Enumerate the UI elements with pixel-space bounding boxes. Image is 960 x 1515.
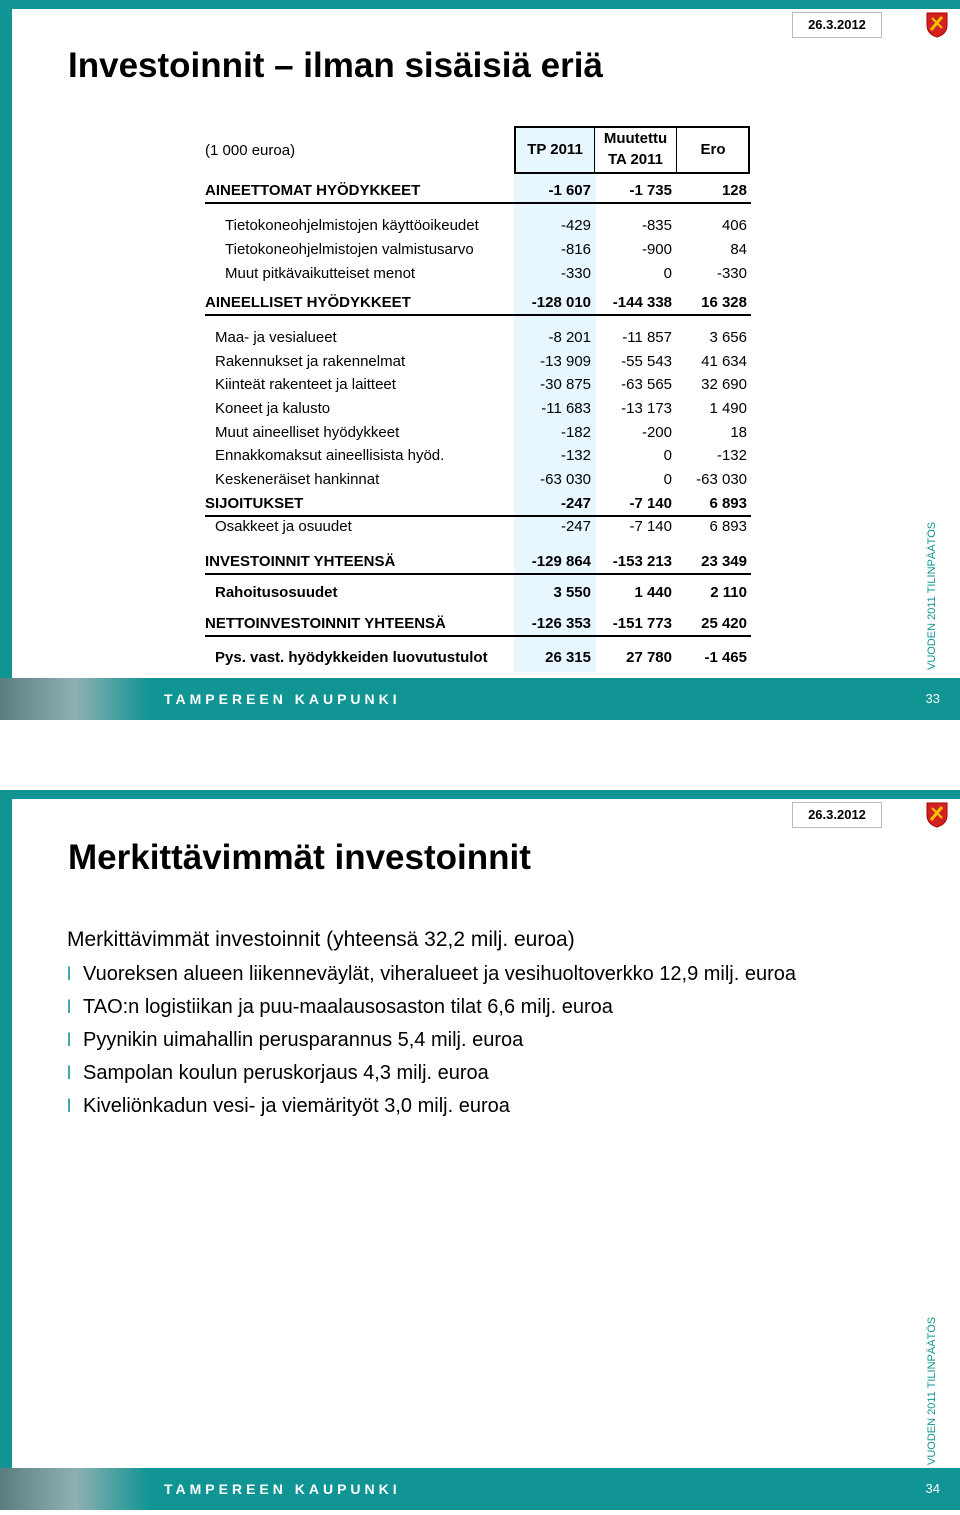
table-row (205, 422, 751, 444)
cell-ero: 16 328 (701, 294, 747, 311)
cell-ta2011: -63 565 (621, 376, 672, 393)
cell-ta2011: 0 (663, 471, 672, 488)
list-item (67, 995, 796, 1028)
unit-label: (1 000 euroa) (205, 142, 296, 159)
left-accent-bar (0, 0, 12, 720)
footer-photo (0, 1468, 150, 1510)
cell-ero: -1 465 (704, 649, 747, 666)
table-row (205, 469, 751, 491)
page-number: 34 (925, 1481, 940, 1496)
table-row (205, 398, 751, 420)
table-row (205, 327, 751, 349)
list-item-text: TAO:n logistiikan ja puu-maalausosaston tilat 6,6 milj. euroa (83, 996, 613, 1018)
cell-tp2011: -330 (560, 265, 591, 282)
cell-ero: 84 (730, 241, 747, 258)
cell-ta2011: -7 140 (629, 495, 672, 512)
cell-tp2011: -132 (560, 447, 591, 464)
cell-ero: 2 110 (710, 584, 747, 601)
cell-ero: -63 030 (696, 471, 747, 488)
cell-ero: 3 656 (709, 329, 747, 346)
row-label: Rahoitusosuudet (215, 584, 338, 601)
cell-ero: 6 893 (709, 495, 747, 512)
row-label: INVESTOINNIT YHTEENSÄ (205, 553, 396, 570)
row-label: Kiinteät rakenteet ja laitteet (215, 376, 396, 393)
cell-tp2011: -429 (560, 217, 591, 234)
list-item-text: Sampolan koulun peruskorjaus 4,3 milj. euroa (83, 1062, 489, 1084)
row-label: NETTOINVESTOINNIT YHTEENSÄ (205, 615, 446, 632)
cell-tp2011: 3 550 (553, 584, 591, 601)
cell-tp2011: -11 683 (541, 400, 591, 417)
row-label: Koneet ja kalusto (215, 400, 331, 417)
cell-tp2011: -126 353 (531, 615, 591, 632)
cell-ero: -330 (716, 265, 747, 282)
vertical-report-label: VUODEN 2011 TILINPÄÄTÖS (926, 1316, 938, 1465)
cell-ta2011: -1 735 (629, 182, 672, 199)
investment-list (67, 962, 796, 1127)
cell-ta2011: -153 213 (612, 553, 672, 570)
cell-ero: 41 634 (701, 353, 747, 370)
header-ta: TA 2011 (607, 151, 664, 168)
footer-city-name: TAMPEREEN KAUPUNKI (164, 1481, 401, 1497)
row-label: Tietokoneohjelmistojen valmistusarvo (225, 241, 474, 258)
row-label: Tietokoneohjelmistojen käyttöoikeudet (225, 217, 479, 234)
bullet-marker: l (67, 1030, 71, 1050)
cell-ero: 25 420 (701, 615, 747, 632)
cell-tp2011: -1 607 (548, 182, 591, 199)
table-row (205, 582, 751, 604)
cell-ta2011: -7 140 (629, 518, 672, 535)
table-row (205, 493, 751, 517)
row-label: Ennakkomaksut aineellisista hyöd. (215, 447, 445, 464)
list-item (67, 1061, 796, 1094)
cell-tp2011: -63 030 (540, 471, 591, 488)
list-item-text: Pyynikin uimahallin perusparannus 5,4 milj. euroa (83, 1029, 524, 1051)
top-accent-bar (0, 0, 960, 9)
slide-title: Merkittävimmät investoinnit (68, 838, 531, 877)
cell-ero: 406 (721, 217, 747, 234)
lead-text: Merkittävimmät investoinnit (yhteensä 32,2 milj. euroa) (67, 928, 575, 951)
table-row (205, 351, 751, 373)
cell-ero: 128 (721, 182, 747, 199)
slide-date: 26.3.2012 (792, 802, 882, 828)
table-row (205, 445, 751, 467)
unit-label-row (205, 140, 751, 162)
cell-ta2011: 27 780 (626, 649, 672, 666)
table-row (205, 263, 751, 285)
list-item (67, 1028, 796, 1061)
cell-ta2011: -13 173 (621, 400, 672, 417)
table-row (205, 180, 751, 204)
cell-tp2011: -129 864 (531, 553, 591, 570)
cell-ero: 32 690 (701, 376, 747, 393)
cell-ta2011: -11 857 (622, 329, 672, 346)
table-row (205, 215, 751, 237)
bullet-marker: l (67, 1096, 71, 1116)
row-label: Muut aineelliset hyödykkeet (215, 424, 400, 441)
row-label: Osakkeet ja osuudet (215, 518, 352, 535)
slide-footer (0, 678, 960, 720)
footer-photo (0, 678, 150, 720)
table-row (205, 374, 751, 396)
cell-ta2011: -55 543 (621, 353, 672, 370)
row-label: AINEETTOMAT HYÖDYKKEET (205, 182, 421, 199)
table-row (205, 551, 751, 575)
table-row (205, 239, 751, 261)
list-item (67, 962, 796, 995)
row-label: Rakennukset ja rakennelmat (215, 353, 406, 370)
cell-ta2011: -144 338 (612, 294, 672, 311)
slide-date: 26.3.2012 (792, 12, 882, 38)
cell-ero: -132 (716, 447, 747, 464)
cell-ero: 23 349 (701, 553, 747, 570)
slide-title: Investoinnit – ilman sisäisiä eriä (68, 46, 603, 85)
cell-ero: 18 (730, 424, 747, 441)
cell-tp2011: -816 (560, 241, 591, 258)
tampere-crest-icon (926, 802, 948, 828)
table-row (205, 516, 751, 538)
row-label: SIJOITUKSET (205, 495, 304, 512)
cell-ta2011: -151 773 (612, 615, 672, 632)
cell-ta2011: 0 (663, 447, 672, 464)
cell-tp2011: -247 (560, 495, 591, 512)
list-item-text: Vuoreksen alueen liikenneväylät, viheralueet ja vesihuoltoverkko 12,9 milj. euroa (83, 963, 797, 985)
table-row (205, 292, 751, 316)
bullet-marker: l (67, 964, 71, 984)
cell-tp2011: -182 (560, 424, 591, 441)
header-muutettu: Muutettu (603, 130, 668, 147)
cell-ta2011: -200 (641, 424, 672, 441)
table-row (205, 613, 751, 637)
footer-city-name: TAMPEREEN KAUPUNKI (164, 691, 401, 707)
list-item (67, 1094, 796, 1127)
slide-footer (0, 1468, 960, 1510)
row-label: Keskeneräiset hankinnat (215, 471, 380, 488)
cell-ta2011: -900 (641, 241, 672, 258)
slide-34 (0, 790, 960, 1510)
cell-tp2011: -128 010 (531, 294, 591, 311)
cell-tp2011: -30 875 (540, 376, 591, 393)
page-number: 33 (925, 691, 940, 706)
cell-ta2011: -835 (641, 217, 672, 234)
cell-ta2011: 0 (663, 265, 672, 282)
header-tp2011: TP 2011 (516, 128, 595, 172)
slide-33 (0, 0, 960, 720)
row-label: Pys. vast. hyödykkeiden luovutustulot (215, 649, 488, 666)
top-accent-bar (0, 790, 960, 799)
bullet-marker: l (67, 997, 71, 1017)
cell-ero: 6 893 (709, 518, 747, 535)
header-ero: Ero (676, 128, 749, 172)
left-accent-bar (0, 790, 12, 1510)
row-label: Muut pitkävaikutteiset menot (225, 265, 416, 282)
list-item-text: Kiveliönkadun vesi- ja viemärityöt 3,0 milj. euroa (83, 1095, 510, 1117)
cell-ero: 1 490 (709, 400, 747, 417)
cell-ta2011: 1 440 (634, 584, 672, 601)
cell-tp2011: -13 909 (540, 353, 591, 370)
cell-tp2011: 26 315 (545, 649, 591, 666)
table-row (205, 647, 751, 669)
tampere-crest-icon (926, 12, 948, 38)
vertical-report-label: VUODEN 2011 TILINPÄÄTÖS (926, 521, 938, 670)
row-label: Maa- ja vesialueet (215, 329, 337, 346)
bullet-marker: l (67, 1063, 71, 1083)
cell-tp2011: -247 (560, 518, 591, 535)
cell-tp2011: -8 201 (548, 329, 591, 346)
row-label: AINEELLISET HYÖDYKKEET (205, 294, 411, 311)
